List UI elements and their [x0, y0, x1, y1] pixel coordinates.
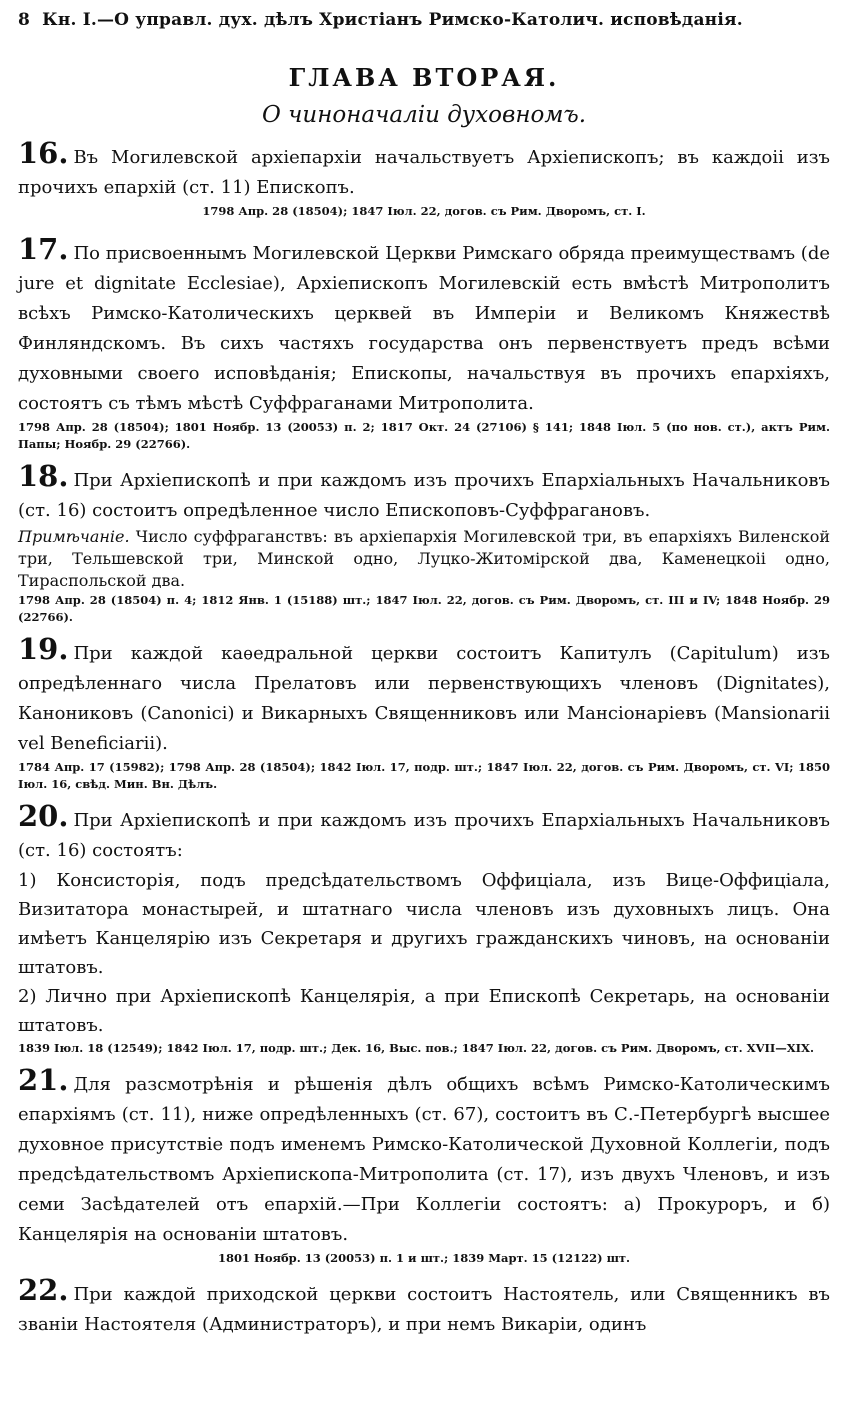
article-body [18, 138, 830, 203]
article-21 [18, 1065, 830, 1267]
article-text: При Архіепископѣ и при каждомъ изъ прочихъ Епархіальныхъ Начальниковъ (ст. 16) состоитъ опредѣленное число Епископовъ-Суффрагановъ. [18, 470, 830, 521]
article-number: 22. [18, 1273, 69, 1307]
article-body [18, 461, 830, 526]
legal-reference: 1798 Апр. 28 (18504); 1847 Іюл. 22, догов. съ Рим. Дворомъ, ст. I. [202, 204, 646, 218]
article-body [18, 634, 830, 759]
article-text: Въ Могилевской архіепархіи начальствуетъ Архіепископъ; въ каждоіі изъ прочихъ епархій (ст. 11) Епископъ. [18, 147, 830, 198]
article-item: 2) Лично при Архіепископѣ Канцелярія, а при Епископѣ Секретарь, на основаніи штатовъ. [18, 986, 830, 1036]
article-item: 1) Консисторія, подъ предсѣдательствомъ Оффиціала, изъ Вице-Оффиціала, Визитатора монастырей, и штатнаго числа членовъ изъ духовныхъ лицъ. Она имѣетъ Канцелярію изъ Секретаря и другихъ гражданскихъ чиновъ, на основаніи штатовъ. [18, 870, 830, 978]
article-number: 19. [18, 632, 69, 666]
legal-reference: 1784 Апр. 17 (15982); 1798 Апр. 28 (18504); 1842 Іюл. 17, подр. шт.; 1847 Іюл. 22, догов. съ Рим. Дворомъ, ст. VI; 1850 Іюл. 16, свѣд. Мин. Вн. Дѣлъ. [18, 760, 830, 791]
article-number: 17. [18, 232, 69, 266]
article-19 [18, 634, 830, 793]
article-body [18, 1275, 830, 1340]
article-number: 18. [18, 459, 69, 493]
note-text: Число суффраганствъ: въ архіепархія Могилевской три, въ епархіяхъ Виленской три, Тельшевской три, Минской одно, Луцко-Житомірской два, Каменецкоіі одно, Тираспольской два. [18, 527, 831, 590]
article-17 [18, 234, 830, 453]
article-body [18, 1065, 830, 1250]
article-body [18, 801, 830, 866]
chapter-subtitle: О чиноначаліи духовномъ. [261, 102, 587, 128]
running-title: Кн. I.—О управл. дух. дѣлъ Христіанъ Римско-Католич. исповѣданія. [42, 10, 743, 30]
article-16 [18, 138, 830, 220]
note-label: Примѣчаніе. [18, 527, 130, 546]
legal-reference: 1801 Ноябр. 13 (20053) п. 1 и шт.; 1839 Март. 15 (12122) шт. [217, 1251, 631, 1265]
article-text: При каждой приходской церкви состоитъ Настоятель, или Священникъ въ званіи Настоятеля (Администраторъ), и при немъ Викаріи, одинъ [18, 1284, 830, 1335]
article-text: При каждой каѳедральной церкви состоитъ Капитулъ (Capitulum) изъ опредѣленнаго числа Прелатовъ или первенствующихъ членовъ (Dignitates), Канониковъ (Canonici) и Викарныхъ Священниковъ или Мансіонаріевъ (Mansionarii vel Beneficiarii). [18, 643, 830, 754]
article-body [18, 234, 830, 419]
article-number: 20. [18, 799, 69, 833]
legal-reference: 1839 Іюл. 18 (12549); 1842 Іюл. 17, подр. шт.; Дек. 16, Выс. пов.; 1847 Іюл. 22, догов. съ Рим. Дворомъ, ст. XVII—XIX. [18, 1041, 814, 1055]
article-number: 16. [18, 136, 69, 170]
legal-reference: 1798 Апр. 28 (18504) п. 4; 1812 Янв. 1 (15188) шт.; 1847 Іюл. 22, догов. съ Рим. Дворомъ, ст. III и IV; 1848 Ноябр. 29 (22766). [18, 593, 830, 624]
article-22 [18, 1275, 830, 1340]
legal-reference: 1798 Апр. 28 (18504); 1801 Ноябр. 13 (20053) п. 2; 1817 Окт. 24 (27106) § 141; 1848 Іюл. 5 (по нов. ст.), актъ Рим. Папы; Ноябр. 29 (22766). [18, 420, 830, 451]
page-number: 8 [18, 10, 31, 30]
article-text: Для разсмотрѣнія и рѣшенія дѣлъ общихъ всѣмъ Римско-Католическимъ епархіямъ (ст. 11), ниже опредѣленныхъ (ст. 67), состоитъ въ С.-Петербургѣ высшее духовное присутствіе подъ именемъ Римско-Католической Духовной Коллегіи, подъ предсѣдательствомъ Архіепископа-Митрополита (ст. 17), изъ двухъ Членовъ, и изъ семи Засѣдателей отъ епархій.—При Коллегіи состоятъ: а) Прокуроръ, и б) Канцелярія на основаніи штатовъ. [18, 1074, 830, 1245]
running-header [18, 6, 830, 34]
article-20 [18, 801, 830, 1057]
article-note [18, 526, 830, 592]
article-text: По присвоеннымъ Могилевской Церкви Римскаго обряда преимуществамъ (de jure et dignitate Ecclesiae), Архіепископъ Могилевскій есть вмѣстѣ Митрополитъ всѣхъ Римско-Католическихъ церквей въ Имперіи и Великомъ Княжествѣ Финляндскомъ. Въ сихъ частяхъ государства онъ первенствуетъ предъ всѣми духовными своего исповѣданія; Епископы, начальствуя въ прочихъ епархіяхъ, состоятъ съ тѣмъ мѣстѣ Суффраганами Митрополита. [18, 243, 830, 414]
article-18 [18, 461, 830, 626]
article-text: При Архіепископѣ и при каждомъ изъ прочихъ Епархіальныхъ Начальниковъ (ст. 16) состоятъ: [18, 810, 830, 861]
article-number: 21. [18, 1063, 69, 1097]
chapter-title: ГЛАВА ВТОРАЯ. [288, 63, 560, 92]
